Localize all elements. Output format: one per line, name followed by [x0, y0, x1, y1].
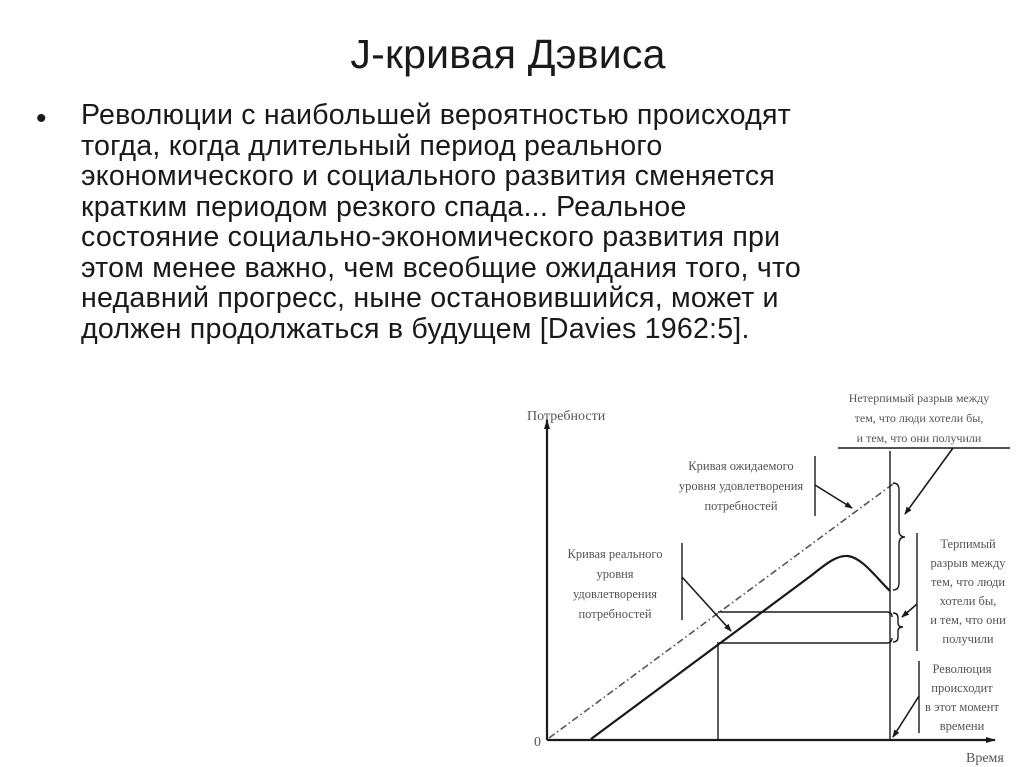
svg-text:и тем, что они получили: и тем, что они получили: [856, 431, 982, 445]
svg-text:и тем, что они: и тем, что они: [930, 613, 1006, 627]
svg-text:потребностей: потребностей: [704, 499, 778, 513]
y-axis-label: Потребности: [527, 409, 606, 424]
bullet-line: Революции с наибольшей вероятностью происходят: [81, 99, 791, 131]
label-expected-curve: [679, 456, 852, 516]
label-revolution: [893, 661, 999, 737]
svg-text:Революция: Революция: [932, 662, 992, 676]
label-intolerable-gap: [838, 391, 1010, 514]
bullet-line: должен продолжаться в будущем [Davies 1962:5].: [81, 312, 750, 345]
svg-text:в этот момент: в этот момент: [925, 700, 999, 714]
svg-text:Кривая реального: Кривая реального: [567, 547, 663, 561]
bullet-line: недавний прогресс, ныне остановившийся, может и: [81, 282, 779, 314]
svg-text:удовлетворения: удовлетворения: [572, 587, 658, 601]
svg-text:тем, что люди хотели бы,: тем, что люди хотели бы,: [854, 411, 984, 425]
x-axis-label: Время: [966, 751, 1004, 766]
label-tolerable-gap: [902, 533, 1006, 651]
svg-text:Кривая ожидаемого: Кривая ожидаемого: [688, 459, 794, 473]
bullet-line: состояние социально-экономического развития при: [81, 221, 781, 253]
label-real-curve: [568, 543, 732, 631]
tolerable-gap-brace: [893, 613, 903, 642]
origin-label: 0: [534, 735, 541, 750]
svg-text:тем, что люди: тем, что люди: [930, 575, 1006, 589]
svg-text:уровня: уровня: [596, 567, 634, 581]
svg-text:происходит: происходит: [931, 681, 993, 695]
bullet-marker: •: [36, 102, 47, 135]
svg-text:хотели бы,: хотели бы,: [939, 594, 997, 608]
svg-text:разрыв между: разрыв между: [930, 556, 1006, 570]
svg-text:потребностей: потребностей: [578, 607, 652, 621]
svg-text:Терпимый: Терпимый: [940, 537, 996, 551]
svg-text:времени: времени: [939, 719, 985, 733]
slide-title: J-кривая Дэвиса: [350, 31, 666, 77]
bullet-line: экономического и социального развития сменяется: [81, 160, 776, 192]
bullet-line: тогда, когда длительный период реального: [81, 129, 663, 162]
tolerable-gap-upper: [718, 612, 892, 617]
real-curve: [591, 556, 890, 739]
svg-text:Нетерпимый разрыв между: Нетерпимый разрыв между: [848, 391, 990, 405]
svg-text:получили: получили: [942, 632, 994, 646]
tolerable-gap-lower: [717, 638, 892, 643]
bullet-line: этом менее важно, чем всеобщие ожидания того, что: [81, 251, 802, 284]
svg-text:уровня удовлетворения: уровня удовлетворения: [678, 479, 804, 493]
bullet-line: кратким периодом резкого спада... Реальное: [81, 190, 687, 223]
intolerable-gap-brace: [893, 483, 905, 590]
